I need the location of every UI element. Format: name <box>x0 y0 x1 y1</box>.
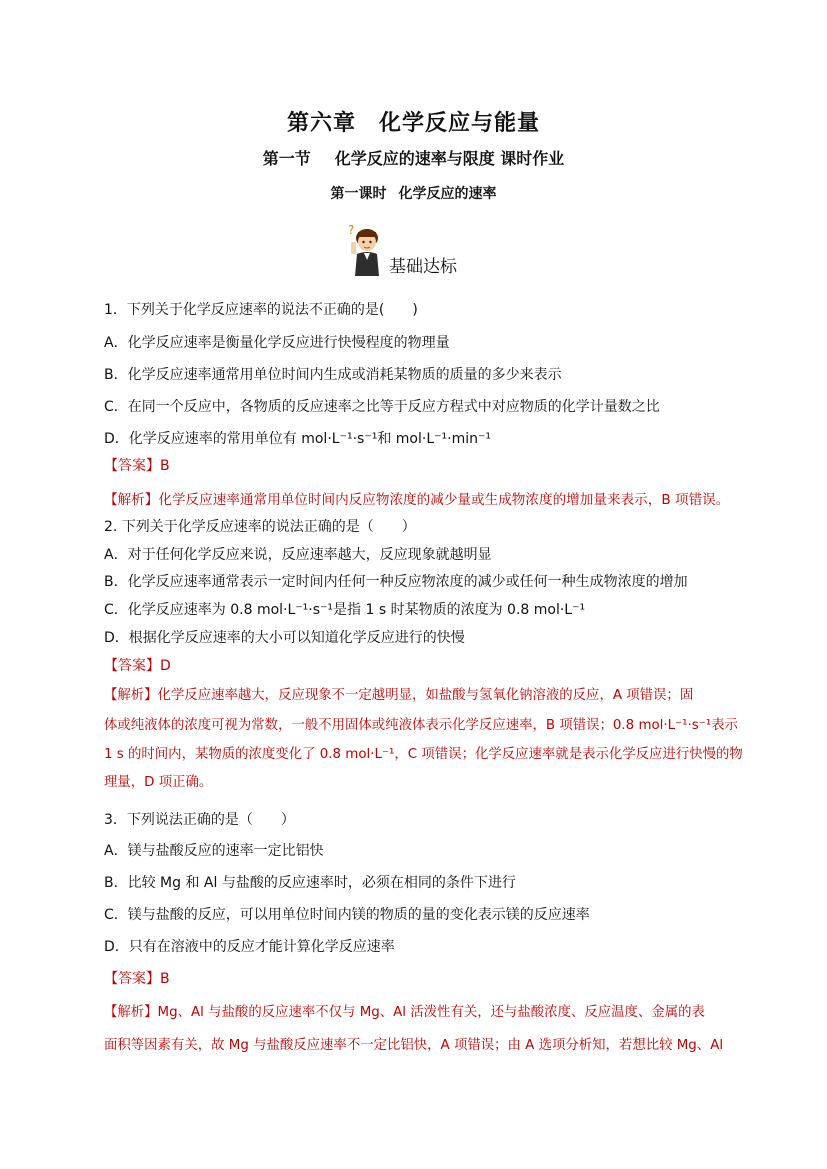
q2-analysis-line-3: 1 s 的时间内，某物质的浓度变化了 0.8 mol·L⁻¹，C 项错误；化学反应速率就是表示化学反应进行快慢的物 <box>104 747 743 762</box>
q3-analysis-line-1: 【解析】Mg、Al 与盐酸的反应速率不仅与 Mg、Al 活泼性有关，还与盐酸浓度、反应温度、金属的表 <box>104 1005 705 1020</box>
q3-stem: 3．下列说法正确的是（ ） <box>104 812 295 828</box>
banner-label: 基础达标 <box>389 257 457 277</box>
q2-option-a: A．对于任何化学反应来说，反应速率越大，反应现象就越明显 <box>104 547 492 563</box>
q2-option-c: C．化学反应速率为 0.8 mol·L⁻¹·s⁻¹是指 1 s 时某物质的浓度为 0.8 mol·L⁻¹ <box>104 602 586 618</box>
q2-analysis-line-1: 【解析】化学反应速率越大，反应现象不一定越明显，如盐酸与氢氧化钠溶液的反应，A 项错误；固 <box>104 688 694 703</box>
lesson-title: 化学反应的速率 <box>398 186 497 202</box>
q1-answer: 【答案】B <box>104 458 170 474</box>
q2-answer: 【答案】D <box>104 658 171 674</box>
q3-option-a: A．镁与盐酸反应的速率一定比铝快 <box>104 843 324 859</box>
q2-option-b: B．化学反应速率通常表示一定时间内任何一种反应物浓度的减少或任何一种生成物浓度的增加 <box>104 574 688 590</box>
q1-analysis: 【解析】化学反应速率通常用单位时间内反应物浓度的减少量或生成物浓度的增加量来表示，B 项错误。 <box>104 492 730 508</box>
q2-option-d: D．根据化学反应速率的大小可以知道化学反应进行的快慢 <box>104 630 465 646</box>
q1-option-d: D．化学反应速率的常用单位有 mol·L⁻¹·s⁻¹和 mol·L⁻¹·min⁻¹ <box>104 431 491 447</box>
q3-option-d: D．只有在溶液中的反应才能计算化学反应速率 <box>104 939 395 955</box>
section-title: 化学反应的速率与限度 课时作业 <box>334 149 565 168</box>
section-heading <box>0 146 827 169</box>
q2-analysis-line-2: 体或纯液体的浓度可视为常数，一般不用固体或纯液体表示化学反应速率，B 项错误；0.8 mol·L⁻¹·s⁻¹表示 <box>104 718 739 733</box>
q3-option-b: B．比较 Mg 和 Al 与盐酸的反应速率时，必须在相同的条件下进行 <box>104 875 516 891</box>
basic-level-banner <box>342 222 482 276</box>
lesson-number: 第一课时 <box>330 186 387 202</box>
svg-text:?: ? <box>348 223 355 237</box>
q3-analysis-line-2: 面积等因素有关，故 Mg 与盐酸反应速率不一定比铝快，A 项错误；由 A 选项分析知，若想比较 Mg、Al <box>104 1038 724 1053</box>
q3-option-c: C．镁与盐酸的反应，可以用单位时间内镁的物质的量的变化表示镁的反应速率 <box>104 907 590 923</box>
q3-answer: 【答案】B <box>104 971 170 987</box>
q2-analysis-line-4: 理量，D 项正确。 <box>104 775 213 790</box>
lesson-heading <box>0 183 827 203</box>
student-thinking-icon <box>342 222 388 276</box>
q1-option-b: B．化学反应速率通常用单位时间内生成或消耗某物质的质量的多少来表示 <box>104 367 562 383</box>
q1-option-a: A．化学反应速率是衡量化学反应进行快慢程度的物理量 <box>104 335 450 351</box>
section-number: 第一节 <box>262 149 311 168</box>
q1-stem: 1．下列关于化学反应速率的说法不正确的是( ) <box>104 302 418 318</box>
q1-option-c: C．在同一个反应中，各物质的反应速率之比等于反应方程式中对应物质的化学计量数之比 <box>104 399 660 415</box>
chapter-title: 第六章 化学反应与能量 <box>286 110 540 136</box>
q2-stem: 2. 下列关于化学反应速率的说法正确的是（ ） <box>104 519 416 535</box>
